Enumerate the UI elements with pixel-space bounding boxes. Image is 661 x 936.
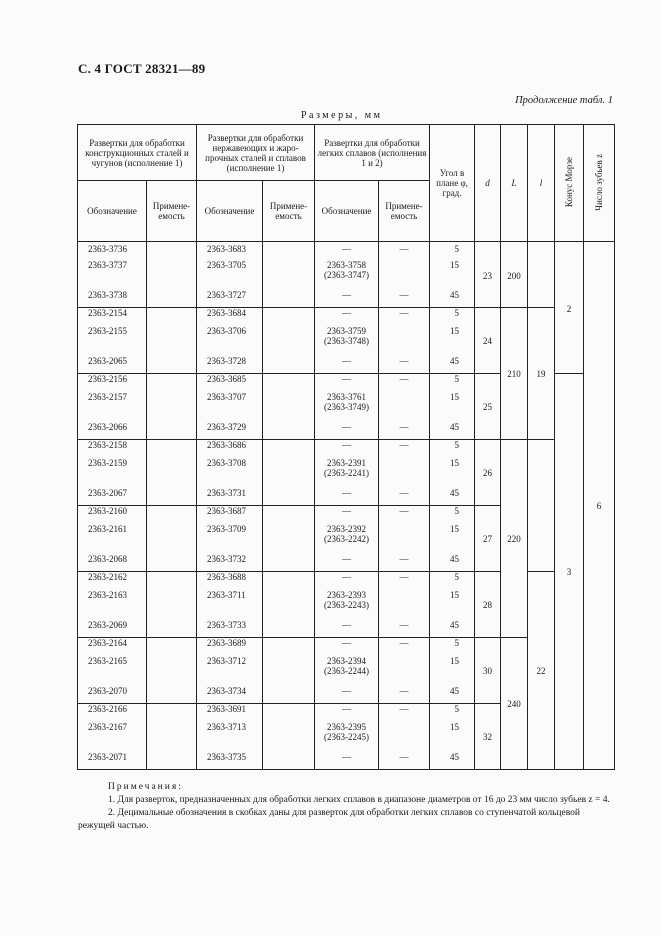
usage-cell (263, 590, 315, 620)
table-row (78, 572, 615, 590)
angle-cell: 15 (430, 656, 475, 686)
designation-cell: 2363-2067 (78, 488, 147, 506)
length-l-cell (528, 440, 555, 572)
alloy-designation: — (342, 308, 352, 318)
alloy-designation-cell (315, 308, 379, 326)
usage-cell (263, 260, 315, 290)
designation-cell: 2363-3705 (197, 260, 263, 290)
designation-cell: 2363-2166 (78, 704, 147, 722)
usage-cell (147, 686, 197, 704)
usage-cell (147, 656, 197, 686)
designation-cell: 2363-2165 (78, 656, 147, 686)
notes (78, 781, 613, 833)
designation-cell: 2363-3713 (197, 722, 263, 752)
angle-cell: 15 (430, 458, 475, 488)
alloy-designation-cell (315, 554, 379, 572)
alloy-designation: — (342, 553, 352, 564)
usage-cell (147, 488, 197, 506)
alloy-designation: 2363-2394 (327, 655, 367, 666)
alloy-designation: 2363-3761 (327, 391, 367, 402)
alloy-usage-cell (379, 524, 430, 554)
designation-cell: 2363-3685 (197, 374, 263, 392)
alloy-decimal-designation: (2363-3747) (324, 269, 370, 280)
alloy-designation-cell (315, 392, 379, 422)
usage-cell (263, 290, 315, 308)
alloy-usage-cell (379, 656, 430, 686)
header-designation-3: Обозначение (315, 181, 379, 242)
alloy-usage-cell: — (379, 620, 430, 638)
alloy-usage-cell (379, 590, 430, 620)
alloy-designation: 2363-3759 (327, 325, 367, 336)
diameter-cell: 24 (475, 308, 501, 374)
alloy-designation-cell (315, 722, 379, 752)
alloy-decimal-designation: (2363-3748) (324, 335, 370, 346)
alloy-designation: — (342, 374, 352, 384)
table-continuation-label: Продолжение табл. 1 (515, 95, 613, 106)
designation-cell: 2363-2069 (78, 620, 147, 638)
diameter-cell: 26 (475, 440, 501, 506)
alloy-designation: 2363-3758 (327, 259, 367, 270)
note-2: 2. Децимальные обозначения в скобках даны для разверток для обработки легких сплавов со ступенчатой кольцевой режущей частью. (78, 808, 580, 831)
designation-cell: 2363-3688 (197, 572, 263, 590)
usage-cell (147, 752, 197, 770)
angle-cell: 5 (430, 638, 475, 656)
alloy-designation-cell (315, 260, 379, 290)
alloy-designation-cell (315, 638, 379, 656)
alloy-usage-cell (379, 722, 430, 752)
alloy-usage-cell: — (379, 752, 430, 770)
alloy-designation-cell (315, 506, 379, 524)
alloy-decimal-designation: (2363-2245) (324, 731, 370, 742)
alloy-designation-cell (315, 752, 379, 770)
alloy-usage-cell: — (379, 506, 430, 524)
usage-cell (263, 308, 315, 326)
alloy-designation-cell (315, 704, 379, 722)
usage-cell (263, 686, 315, 704)
alloy-designation: — (342, 751, 352, 762)
notes-title: Примечания: (108, 782, 183, 792)
alloy-usage-cell: — (379, 290, 430, 308)
header-usage-1: Примене- емость (147, 181, 197, 242)
angle-cell: 15 (430, 524, 475, 554)
header-L: L (501, 125, 528, 242)
alloy-usage-cell: — (379, 440, 430, 458)
length-L-cell: 210 (501, 308, 528, 440)
alloy-designation: — (342, 685, 352, 696)
designation-cell: 2363-2065 (78, 356, 147, 374)
usage-cell (147, 356, 197, 374)
designation-cell: 2363-3711 (197, 590, 263, 620)
alloy-designation: — (342, 619, 352, 630)
usage-cell (263, 656, 315, 686)
angle-cell: 5 (430, 704, 475, 722)
alloy-designation: — (342, 572, 352, 582)
usage-cell (147, 422, 197, 440)
alloy-usage-cell: — (379, 638, 430, 656)
designation-cell: 2363-3729 (197, 422, 263, 440)
alloy-designation-cell (315, 524, 379, 554)
designation-cell: 2363-3706 (197, 326, 263, 356)
designation-cell: 2363-2159 (78, 458, 147, 488)
usage-cell (147, 554, 197, 572)
designation-cell: 2363-2071 (78, 752, 147, 770)
designation-cell: 2363-2156 (78, 374, 147, 392)
header-usage-3: Примене- емость (379, 181, 430, 242)
angle-cell: 15 (430, 590, 475, 620)
designation-cell: 2363-2157 (78, 392, 147, 422)
morse-taper-cell: 2 (555, 242, 584, 374)
alloy-designation: — (342, 421, 352, 432)
alloy-decimal-designation: (2363-2244) (324, 665, 370, 676)
usage-cell (147, 524, 197, 554)
designation-cell: 2363-2154 (78, 308, 147, 326)
usage-cell (263, 638, 315, 656)
alloy-usage-cell: — (379, 572, 430, 590)
designation-cell: 2363-3737 (78, 260, 147, 290)
usage-cell (147, 440, 197, 458)
usage-cell (147, 620, 197, 638)
table-body (78, 242, 615, 770)
angle-cell: 45 (430, 488, 475, 506)
header-morse-taper (555, 125, 584, 242)
usage-cell (147, 308, 197, 326)
usage-cell (263, 356, 315, 374)
alloy-usage-cell (379, 392, 430, 422)
designation-cell: 2363-3732 (197, 554, 263, 572)
diameter-cell: 28 (475, 572, 501, 638)
usage-cell (147, 638, 197, 656)
usage-cell (147, 242, 197, 260)
alloy-designation-cell (315, 572, 379, 590)
designation-cell: 2363-2167 (78, 722, 147, 752)
table-row (78, 440, 615, 458)
usage-cell (147, 260, 197, 290)
alloy-designation-cell (315, 440, 379, 458)
alloy-designation-cell (315, 656, 379, 686)
header-l: l (528, 125, 555, 242)
designation-cell: 2363-2158 (78, 440, 147, 458)
designation-cell: 2363-3712 (197, 656, 263, 686)
usage-cell (147, 326, 197, 356)
usage-cell (263, 752, 315, 770)
designation-cell: 2363-3738 (78, 290, 147, 308)
alloy-usage-cell (379, 326, 430, 356)
usage-cell (263, 488, 315, 506)
alloy-designation: — (342, 355, 352, 366)
designation-cell: 2363-3687 (197, 506, 263, 524)
diameter-cell: 23 (475, 242, 501, 308)
alloy-designation: — (342, 487, 352, 498)
designation-cell: 2363-2068 (78, 554, 147, 572)
alloy-designation: 2363-2395 (327, 721, 367, 732)
designation-cell: 2363-2160 (78, 506, 147, 524)
alloy-designation-cell (315, 290, 379, 308)
angle-cell: 45 (430, 620, 475, 638)
usage-cell (147, 506, 197, 524)
alloy-designation-cell (315, 488, 379, 506)
designation-cell: 2363-3734 (197, 686, 263, 704)
angle-cell: 5 (430, 572, 475, 590)
angle-cell: 15 (430, 260, 475, 290)
usage-cell (263, 374, 315, 392)
header-angle: Угол в плане φ, град. (430, 125, 475, 242)
header-teeth-count-label: Число зубьев z (594, 153, 605, 211)
designation-cell: 2363-3683 (197, 242, 263, 260)
usage-cell (147, 590, 197, 620)
designation-cell: 2363-2070 (78, 686, 147, 704)
alloy-designation: — (342, 440, 352, 450)
diameter-cell: 25 (475, 374, 501, 440)
usage-cell (263, 440, 315, 458)
angle-cell: 15 (430, 392, 475, 422)
designation-cell: 2363-3736 (78, 242, 147, 260)
alloy-designation: — (342, 244, 352, 254)
alloy-designation-cell (315, 686, 379, 704)
usage-cell (263, 620, 315, 638)
alloy-designation: 2363-2391 (327, 457, 367, 468)
alloy-usage-cell: — (379, 356, 430, 374)
designation-cell: 2363-3709 (197, 524, 263, 554)
angle-cell: 5 (430, 440, 475, 458)
header-d: d (475, 125, 501, 242)
length-L-cell: 220 (501, 440, 528, 638)
usage-cell (263, 458, 315, 488)
usage-cell (263, 554, 315, 572)
usage-cell (263, 392, 315, 422)
angle-cell: 45 (430, 422, 475, 440)
usage-cell (147, 722, 197, 752)
alloy-designation-cell (315, 242, 379, 260)
reamer-table (77, 124, 615, 770)
usage-cell (147, 704, 197, 722)
usage-cell (263, 524, 315, 554)
usage-cell (263, 422, 315, 440)
designation-cell: 2363-2164 (78, 638, 147, 656)
angle-cell: 45 (430, 356, 475, 374)
designation-cell: 2363-3728 (197, 356, 263, 374)
designation-cell: 2363-2155 (78, 326, 147, 356)
alloy-usage-cell: — (379, 308, 430, 326)
usage-cell (147, 374, 197, 392)
alloy-designation: — (342, 704, 352, 714)
usage-cell (263, 572, 315, 590)
alloy-designation: 2363-2392 (327, 523, 367, 534)
length-l-cell: 22 (528, 572, 555, 770)
header-designation-2: Обозначение (197, 181, 263, 242)
angle-cell: 15 (430, 722, 475, 752)
alloy-usage-cell: — (379, 704, 430, 722)
alloy-designation-cell (315, 326, 379, 356)
length-l-cell: 19 (528, 308, 555, 440)
designation-cell: 2363-3727 (197, 290, 263, 308)
alloy-designation-cell (315, 356, 379, 374)
morse-taper-cell: 3 (555, 374, 584, 770)
usage-cell (147, 290, 197, 308)
dimensions-caption: Размеры, мм (301, 110, 383, 121)
alloy-usage-cell: — (379, 242, 430, 260)
alloy-designation: 2363-2393 (327, 589, 367, 600)
table-row (78, 242, 615, 260)
designation-cell: 2363-2162 (78, 572, 147, 590)
angle-cell: 5 (430, 308, 475, 326)
alloy-decimal-designation: (2363-2241) (324, 467, 370, 478)
usage-cell (263, 242, 315, 260)
page-title: С. 4 ГОСТ 28321—89 (78, 61, 206, 76)
diameter-cell: 32 (475, 704, 501, 770)
alloy-usage-cell (379, 458, 430, 488)
note-1: 1. Для разверток, предназначенных для обработки легких сплавов в диапазоне диаметров от 16 до 23 мм число зубьев z = 4. (108, 795, 610, 805)
alloy-usage-cell: — (379, 686, 430, 704)
angle-cell: 15 (430, 326, 475, 356)
alloy-designation: — (342, 289, 352, 300)
usage-cell (147, 458, 197, 488)
alloy-designation-cell (315, 422, 379, 440)
alloy-designation-cell (315, 458, 379, 488)
alloy-designation-cell (315, 620, 379, 638)
designation-cell: 2363-3686 (197, 440, 263, 458)
designation-cell: 2363-3708 (197, 458, 263, 488)
designation-cell: 2363-3684 (197, 308, 263, 326)
usage-cell (263, 704, 315, 722)
header-group-light-alloys: Развертки для обработки легких сплавов (исполнения 1 и 2) (315, 125, 430, 181)
length-L-cell: 200 (501, 242, 528, 308)
angle-cell: 5 (430, 506, 475, 524)
header-morse-taper-label: Конус Морзе (564, 156, 575, 208)
angle-cell: 45 (430, 554, 475, 572)
alloy-designation: — (342, 506, 352, 516)
length-L-cell: 240 (501, 638, 528, 770)
header-group-structural-steels: Развертки для обработки конструкционных сталей и чугунов (исполнение 1) (78, 125, 197, 181)
length-l-cell (528, 242, 555, 308)
angle-cell: 5 (430, 242, 475, 260)
designation-cell: 2363-2066 (78, 422, 147, 440)
alloy-usage-cell: — (379, 554, 430, 572)
header-usage-2: Примене- емость (263, 181, 315, 242)
designation-cell: 2363-3735 (197, 752, 263, 770)
designation-cell: 2363-2161 (78, 524, 147, 554)
teeth-count-cell: 6 (584, 242, 615, 770)
designation-cell: 2363-3707 (197, 392, 263, 422)
alloy-decimal-designation: (2363-2243) (324, 599, 370, 610)
designation-cell: 2363-3731 (197, 488, 263, 506)
header-teeth-count (584, 125, 615, 242)
alloy-decimal-designation: (2363-2242) (324, 533, 370, 544)
angle-cell: 5 (430, 374, 475, 392)
designation-cell: 2363-2163 (78, 590, 147, 620)
alloy-designation: — (342, 638, 352, 648)
alloy-usage-cell: — (379, 422, 430, 440)
angle-cell: 45 (430, 686, 475, 704)
diameter-cell: 27 (475, 506, 501, 572)
alloy-usage-cell (379, 260, 430, 290)
alloy-usage-cell: — (379, 374, 430, 392)
angle-cell: 45 (430, 290, 475, 308)
table-row (78, 308, 615, 326)
header-designation-1: Обозначение (78, 181, 147, 242)
alloy-decimal-designation: (2363-3749) (324, 401, 370, 412)
usage-cell (263, 722, 315, 752)
angle-cell: 45 (430, 752, 475, 770)
alloy-usage-cell: — (379, 488, 430, 506)
alloy-designation-cell (315, 374, 379, 392)
designation-cell: 2363-3689 (197, 638, 263, 656)
alloy-designation-cell (315, 590, 379, 620)
usage-cell (263, 326, 315, 356)
usage-cell (147, 572, 197, 590)
header-group-stainless-steels: Развертки для обработки нержавеющих и жаро-прочных сталей и сплавов (исполнение 1) (197, 125, 315, 181)
designation-cell: 2363-3691 (197, 704, 263, 722)
designation-cell: 2363-3733 (197, 620, 263, 638)
diameter-cell: 30 (475, 638, 501, 704)
usage-cell (147, 392, 197, 422)
usage-cell (263, 506, 315, 524)
